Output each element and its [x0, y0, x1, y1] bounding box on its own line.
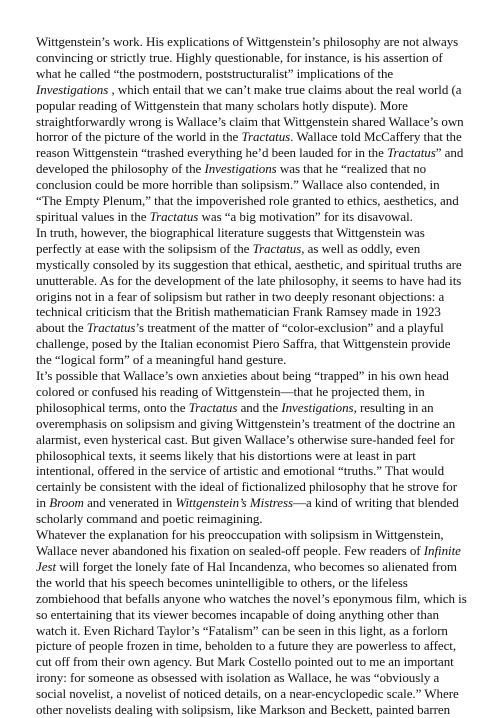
text-run: . Wallace told McCaffery that the reason Wittgenstein “trashed everything he’d been lauded for in the	[36, 129, 462, 161]
italic-title: Investigations	[36, 81, 109, 97]
book-page	[36, 34, 468, 718]
text-run: , resulting in an overemphasis on solipsism and giving Wittgenstein’s treatment of the doctrine an alarmist, even hysterical cast. But given Wallace’s otherwise sure-handed feel for philosophical texts, it seems likely that his distortions were at least in part intentional, offered in the service of artistic and emotional “truths.” That would certainly be consistent with the ideal of fictionalized philosophy that he strove for in	[36, 399, 458, 511]
paragraph-1	[36, 34, 468, 225]
text-run: and the	[237, 399, 282, 415]
text-run: It’s possible that Wallace’s own anxieties about being “trapped” in his own head colored or confused his reading of Wittgenstein—that he projected them, in philosophical terms, onto the	[36, 368, 449, 415]
text-run: , as well as oddly, even mystically consoled by its suggestion that ethical, aesthetic, and spiritual truths are unutterable. As for the development of the late philosophy, it seems to have had its origins not in a fear of solipsism but rather in two deeply resonant objections: a technical criticism that the British mathematician Frank Ramsey made in 1923 about the	[36, 240, 462, 336]
text-run: was that he “realized that no conclusion could be more horrible than solipsism.” Wallace also contended, in “The Empty Plenum,” that the impoverished role granted to ethics, aesthetics, and spiritual values in the	[36, 161, 459, 224]
italic-title: Tractatus	[149, 208, 199, 224]
text-run: and venerated in	[83, 495, 176, 511]
text-run: Wittgenstein’s work. His explications of Wittgenstein’s philosophy are not always convincing or strictly true. Highly questionable, for instance, is his assertion of what he called “the postmodern, poststructuralist” implications of the	[36, 34, 459, 81]
italic-title: Tractatus	[241, 129, 291, 145]
text-run: Whatever the explanation for his preoccupation with solipsism in Wittgenstein, Wallace never abandoned his fixation on sealed-off people. Few readers of	[36, 527, 444, 558]
paragraph-3	[36, 368, 468, 527]
italic-title: Investigations	[204, 161, 277, 177]
text-run: —a kind of writing that blended scholarly command and poetic reimagining.	[36, 495, 459, 527]
text-run: In truth, however, the biographical literature suggests that Wittgenstein was perfectly at ease with the solipsism of the	[36, 224, 425, 256]
italic-title: Wittgenstein’s Mistress	[175, 495, 294, 511]
text-run: ” and developed the philosophy of the	[36, 145, 464, 177]
italic-title: Infinite Jest	[36, 543, 461, 574]
italic-title: Broom	[49, 495, 84, 511]
italic-title: Investigations	[281, 399, 354, 415]
text-run: will forget the lonely fate of Hal Incandenza, who becomes so alienated from the world that his speech becomes unintelligible to others, or the lifeless zombiehood that befalls anyone who watches the novel’s eponymous film, which is so entertaining that its viewer becomes incapable of doing anything other than watch it. Even Richard Taylor’s “Fatalism” can be seen in this light, as a forlorn picture of people frozen in time, beholden to a future they are powerless to affect, cut off from their own agency. But Mark Costello pointed out to me an important irony: for someone as obsessed with isolation as Wallace, he was “obviously a social novelist, a novelist of noticed details, on a near-encyclopedic scale.” Where other novelists dealing with solipsism, like Markson and Beckett, painted barren	[36, 558, 467, 718]
italic-title: Tractatus	[86, 320, 136, 336]
italic-title: Tractatus	[188, 399, 238, 415]
italic-title: Tractatus	[252, 240, 302, 256]
paragraph-2	[36, 225, 468, 368]
italic-title: Tractatus	[387, 145, 436, 161]
text-run: was “a big motivation” for its disavowal.	[198, 208, 413, 224]
text-run: ’s treatment of the matter of “color-exclusion” and a playful challenge, posed by the Italian economist Piero Saffra, that Wittgenstein provide the “logical form” of a meaningful hand gesture.	[36, 320, 451, 368]
paragraph-4	[36, 527, 468, 718]
text-run: , which entail that we can’t make true claims about the real world (a popular reading of Wittgenstein that many scholars hotly dispute). More straightforwardly wrong is Wallace’s claim that Wittgenstein shared Wallace’s own horror of the picture of the world in the	[36, 81, 464, 145]
